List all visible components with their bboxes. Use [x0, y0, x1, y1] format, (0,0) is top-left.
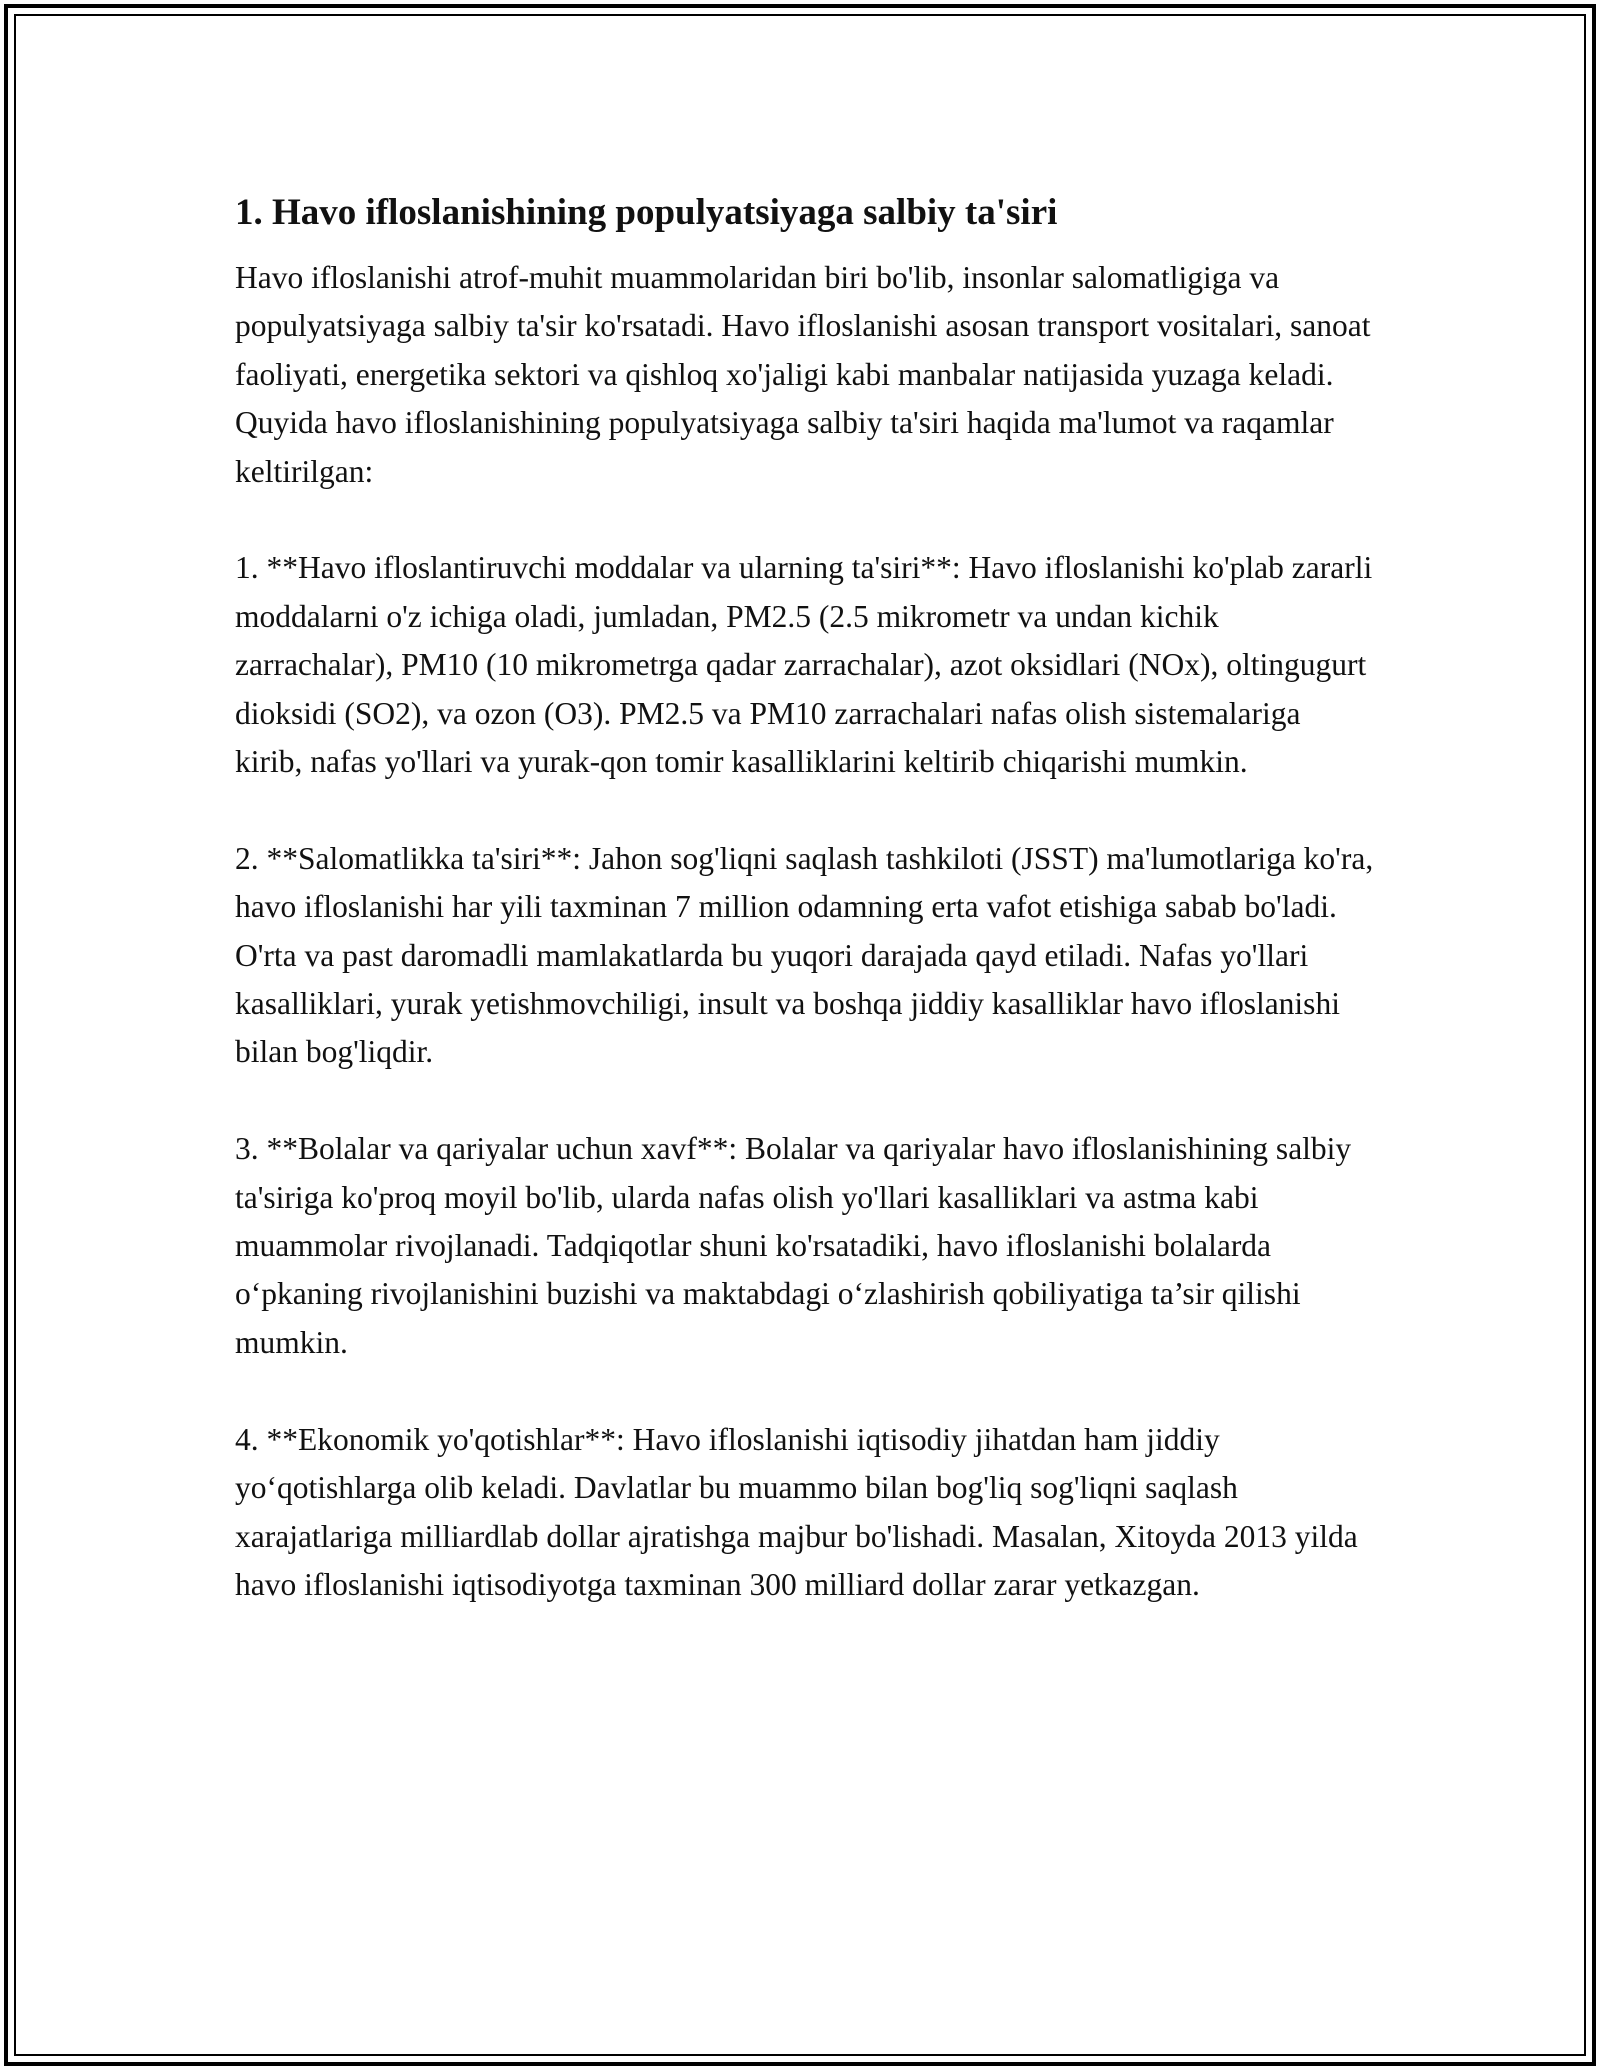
paragraph-pollutants: 1. **Havo ifloslantiruvchi moddalar va ularning ta'siri**: Havo ifloslanishi ko'plab zararli moddalarni o'z ichiga oladi, jumladan, PM2.5 (2.5 mikrometr va undan kichik zarrachalar), PM10 (10 mikrometrga qadar zarrachalar), azot oksidlari (NOx), oltingugurt dioksidi (SO2), va ozon (O3). PM2.5 va PM10 zarrachalari nafas olish sistemalariga kirib, nafas yo'llari va yurak-qon tomir kasalliklarini keltirib chiqarishi mumkin.: [235, 550, 1373, 780]
document-body: [235, 188, 1375, 1609]
intro-paragraph: Havo ifloslanishi atrof-muhit muammolaridan biri bo'lib, insonlar salomatligiga va populyatsiyaga salbiy ta'sir ko'rsatadi. Havo ifloslanishi asosan transport vositalari, sanoat faoliyati, energetika sektori va qishloq xo'jaligi kabi manbalar natijasida yuzaga keladi. Quyida havo ifloslanishining populyatsiyaga salbiy ta'siri haqida ma'lumot va raqamlar keltirilgan:: [235, 260, 1371, 489]
paragraph-health-impact: 2. **Salomatlikka ta'siri**: Jahon sog'liqni saqlash tashkiloti (JSST) ma'lumotlariga ko'ra, havo ifloslanishi har yili taxminan 7 million odamning erta vafot etishiga sabab bo'ladi. O'rta va past daromadli mamlakatlarda bu yuqori darajada qayd etiladi. Nafas yo'llari kasalliklari, yurak yetishmovchiligi, insult va boshqa jiddiy kasalliklar havo ifloslanishi bilan bog'liqdir.: [235, 840, 1374, 1070]
paragraph-economic-losses: 4. **Ekonomik yo'qotishlar**: Havo ifloslanishi iqtisodiy jihatdan ham jiddiy yo‘qotishlarga olib keladi. Davlatlar bu muammo bilan bog'liq sog'liqni saqlash xarajatlariga milliardlab dollar ajratishga majbur bo'lishadi. Masalan, Xitoyda 2013 yilda havo ifloslanishi iqtisodiyotga taxminan 300 milliard dollar zarar yetkazgan.: [235, 1421, 1358, 1602]
document-title: 1. Havo ifloslanishining populyatsiyaga salbiy ta'siri: [235, 192, 1058, 233]
paragraph-children-elderly-risk: 3. **Bolalar va qariyalar uchun xavf**: Bolalar va qariyalar havo ifloslanishining salbiy ta'siriga ko'proq moyil bo'lib, ularda nafas olish yo'llari kasalliklari va astma kabi muammolar rivojlanadi. Tadqiqotlar shuni ko'rsatadiki, havo ifloslanishi bolalarda o‘pkaning rivojlanishini buzishi va maktabdagi o‘zlashirish qobiliyatiga ta’sir qilishi mumkin.: [235, 1131, 1352, 1360]
